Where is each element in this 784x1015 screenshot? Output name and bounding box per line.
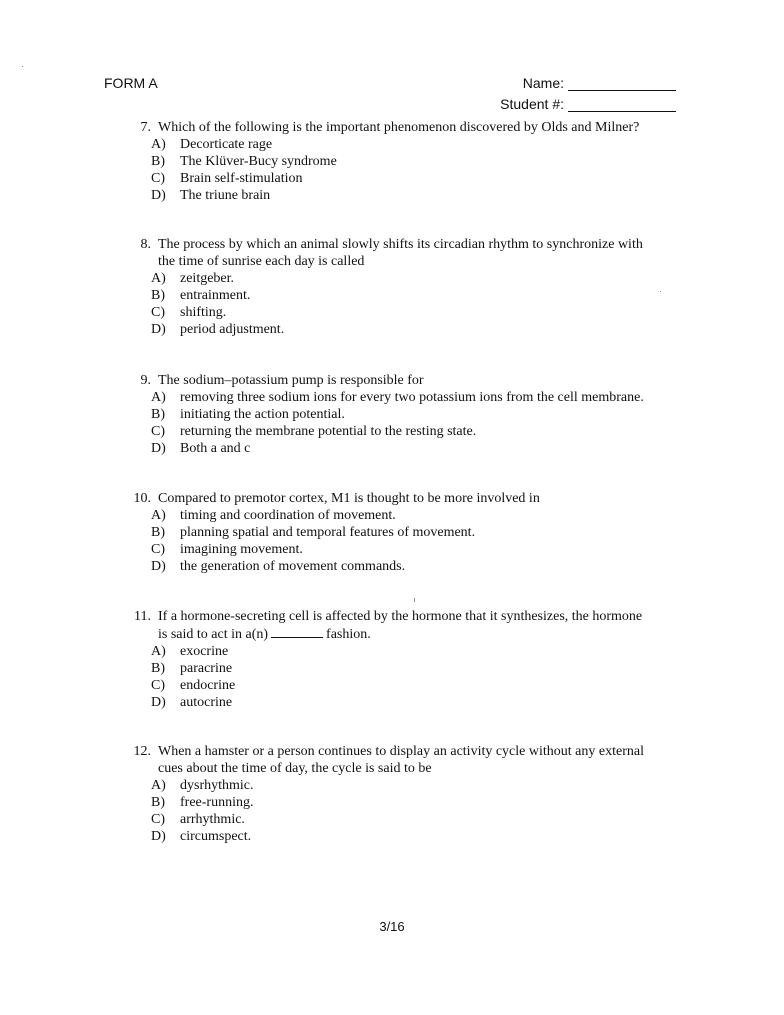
option-letter: D) xyxy=(151,559,166,574)
option-letter: A) xyxy=(151,644,166,659)
option-text: endocrine xyxy=(180,678,236,693)
option-text: dysrhythmic. xyxy=(180,778,254,793)
student-number-label: Student #: xyxy=(500,96,564,112)
option-d xyxy=(128,558,688,575)
option-text: Both a and c xyxy=(180,441,251,456)
option-b xyxy=(128,287,688,304)
option-a xyxy=(128,507,688,524)
option-letter: C) xyxy=(151,542,165,557)
option-text: The triune brain xyxy=(180,188,271,203)
question-text-before-blank: is said to act in a(n) xyxy=(158,627,269,642)
scan-speck xyxy=(414,598,415,602)
option-letter: B) xyxy=(151,407,165,422)
option-c xyxy=(128,811,688,828)
option-text: planning spatial and temporal features of movement. xyxy=(180,525,476,540)
option-letter: B) xyxy=(151,525,165,540)
option-c xyxy=(128,304,688,321)
option-letter: D) xyxy=(151,695,166,710)
question-number: 10. xyxy=(133,491,151,506)
option-d xyxy=(128,321,688,338)
option-letter: B) xyxy=(151,795,165,810)
question-text-continued: cues about the time of day, the cycle is said to be xyxy=(158,761,432,776)
question-text: The process by which an animal slowly shifts its circadian rhythm to synchronize with xyxy=(158,237,643,252)
student-number-blank[interactable] xyxy=(568,97,676,112)
option-letter: D) xyxy=(151,441,166,456)
option-text: returning the membrane potential to the resting state. xyxy=(180,424,477,439)
question-text: The sodium–potassium pump is responsible for xyxy=(158,373,424,388)
question-12 xyxy=(128,743,688,845)
option-text: autocrine xyxy=(180,695,233,710)
option-letter: B) xyxy=(151,661,165,676)
student-number-field[interactable] xyxy=(500,96,676,112)
option-text: removing three sodium ions for every two potassium ions from the cell membrane. xyxy=(180,390,644,405)
option-letter: D) xyxy=(151,829,166,844)
option-text: circumspect. xyxy=(180,829,252,844)
question-8 xyxy=(128,236,688,338)
option-text: period adjustment. xyxy=(180,322,285,337)
question-text-after-blank: fashion. xyxy=(326,627,371,642)
option-c xyxy=(128,423,688,440)
page-number: 3/16 xyxy=(379,919,405,934)
question-number: 7. xyxy=(140,120,151,135)
option-letter: A) xyxy=(151,390,166,405)
option-letter: A) xyxy=(151,508,166,523)
scan-speck xyxy=(22,66,23,67)
form-label: FORM A xyxy=(104,75,158,91)
option-d xyxy=(128,828,688,845)
name-label: Name: xyxy=(522,75,564,91)
option-d xyxy=(128,694,688,711)
answer-blank xyxy=(271,625,323,638)
question-text: If a hormone-secreting cell is affected by the hormone that it synthesizes, the hormone xyxy=(158,609,643,624)
question-number: 8. xyxy=(140,237,151,252)
option-a xyxy=(128,777,688,794)
option-text: entrainment. xyxy=(180,288,251,303)
option-text: timing and coordination of movement. xyxy=(180,508,396,523)
question-7 xyxy=(128,119,688,204)
option-b xyxy=(128,153,688,170)
question-9 xyxy=(128,372,688,457)
option-letter: B) xyxy=(151,154,165,169)
option-text: shifting. xyxy=(180,305,227,320)
option-text: exocrine xyxy=(180,644,229,659)
option-letter: D) xyxy=(151,322,166,337)
option-letter: C) xyxy=(151,678,165,693)
option-a xyxy=(128,389,688,406)
option-letter: B) xyxy=(151,288,165,303)
question-10 xyxy=(128,490,688,575)
option-c xyxy=(128,170,688,187)
name-field[interactable] xyxy=(523,75,676,91)
option-a xyxy=(128,136,688,153)
option-text: zeitgeber. xyxy=(180,271,235,286)
option-c xyxy=(128,677,688,694)
option-d xyxy=(128,187,688,204)
option-letter: C) xyxy=(151,171,165,186)
option-a xyxy=(128,270,688,287)
option-letter: A) xyxy=(151,778,166,793)
option-text: The Klüver-Bucy syndrome xyxy=(180,154,337,169)
question-text: Which of the following is the important phenomenon discovered by Olds and Milner? xyxy=(158,120,640,135)
option-b xyxy=(128,660,688,677)
question-text-continued xyxy=(128,625,688,643)
option-letter: C) xyxy=(151,812,165,827)
option-text: Brain self-stimulation xyxy=(180,171,303,186)
option-text: Decorticate rage xyxy=(180,137,273,152)
option-text: free-running. xyxy=(180,795,254,810)
name-blank[interactable] xyxy=(568,76,676,91)
option-b xyxy=(128,524,688,541)
option-text: paracrine xyxy=(180,661,233,676)
option-d xyxy=(128,440,688,457)
option-letter: C) xyxy=(151,424,165,439)
question-11 xyxy=(128,608,688,711)
option-text: initiating the action potential. xyxy=(180,407,345,422)
option-a xyxy=(128,643,688,660)
option-b xyxy=(128,794,688,811)
question-text: When a hamster or a person continues to display an activity cycle without any external xyxy=(158,744,644,759)
option-c xyxy=(128,541,688,558)
option-letter: A) xyxy=(151,137,166,152)
option-letter: C) xyxy=(151,305,165,320)
option-text: imagining movement. xyxy=(180,542,303,557)
option-letter: A) xyxy=(151,271,166,286)
option-text: the generation of movement commands. xyxy=(180,559,406,574)
question-text-continued: the time of sunrise each day is called xyxy=(158,254,365,269)
question-number: 12. xyxy=(133,744,151,759)
question-number: 9. xyxy=(140,373,151,388)
option-text: arrhythmic. xyxy=(180,812,245,827)
question-number: 11. xyxy=(134,609,151,624)
option-b xyxy=(128,406,688,423)
question-text: Compared to premotor cortex, M1 is thought to be more involved in xyxy=(158,491,540,506)
option-letter: D) xyxy=(151,188,166,203)
